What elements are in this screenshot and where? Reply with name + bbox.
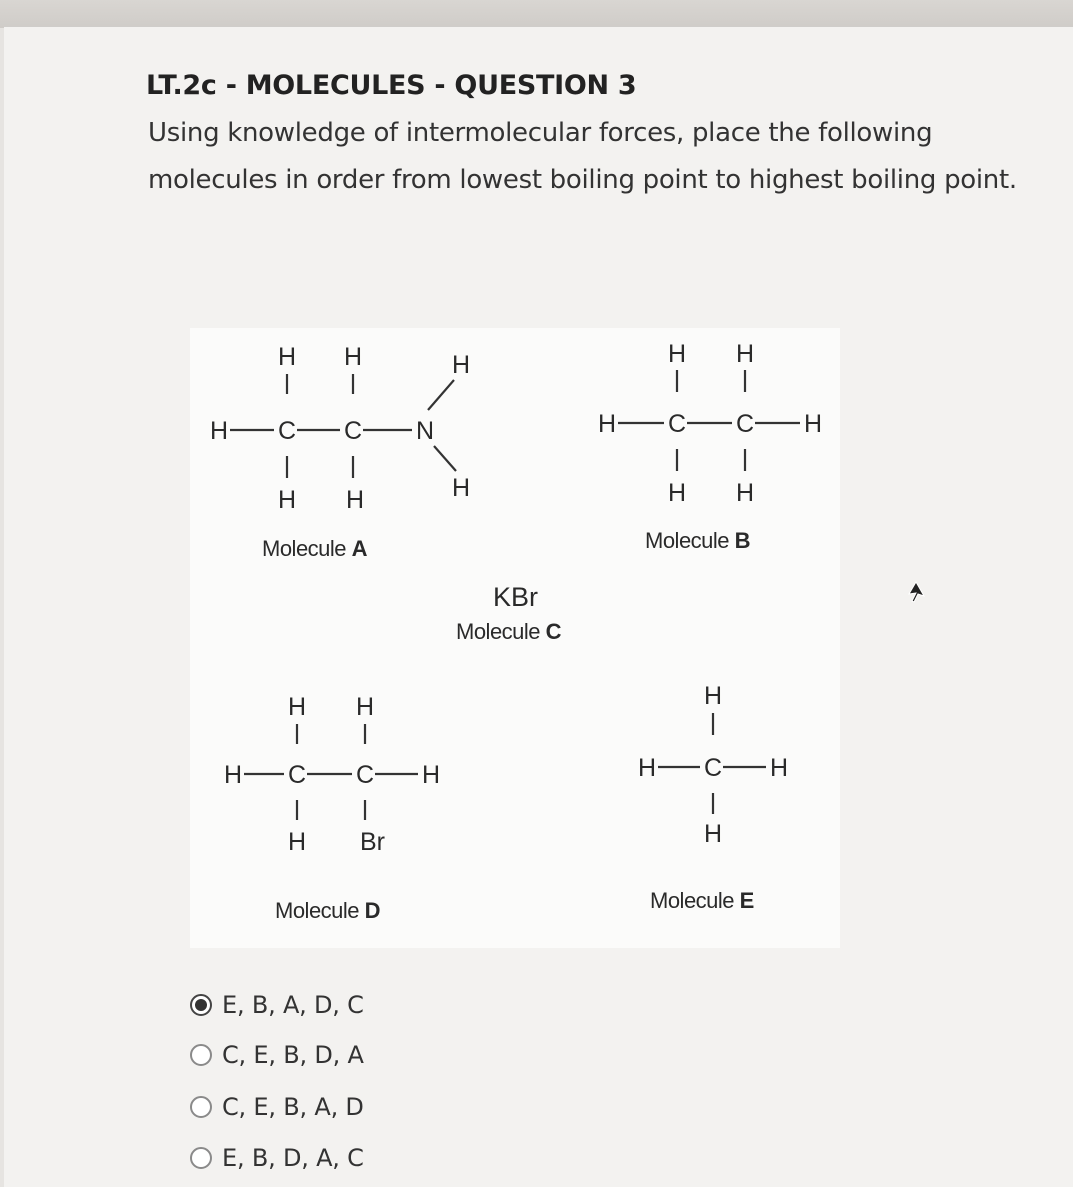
radio-unselected-icon[interactable] xyxy=(190,1147,212,1169)
radio-selected-icon[interactable] xyxy=(190,994,212,1016)
molecule-a-structure xyxy=(210,343,470,561)
mouse-pointer-icon xyxy=(906,580,928,606)
atom-h: H xyxy=(422,761,441,789)
atom-h: H xyxy=(736,340,755,368)
atom-h: H xyxy=(638,754,657,782)
question-heading: LT.2c - MOLECULES - QUESTION 3 xyxy=(146,70,637,101)
molecule-c-structure xyxy=(456,582,562,644)
browser-top-bar xyxy=(0,0,1073,28)
atom-h: H xyxy=(452,351,471,379)
molecule-c-label: Molecule C xyxy=(456,619,562,644)
molecule-b-label: Molecule B xyxy=(645,528,751,553)
molecule-d-structure xyxy=(224,693,440,923)
molecule-figure xyxy=(190,328,840,948)
atom-h: H xyxy=(804,410,823,438)
atom-h: H xyxy=(210,417,229,445)
atom-n: N xyxy=(416,417,435,445)
molecules-drawing xyxy=(190,328,840,948)
answer-option-1[interactable] xyxy=(190,985,450,1025)
atom-h: H xyxy=(224,761,243,789)
answer-option-text: C, E, B, D, A xyxy=(222,1041,364,1069)
answer-option-3[interactable] xyxy=(190,1087,450,1127)
atom-h: H xyxy=(770,754,789,782)
atom-h: H xyxy=(704,820,723,848)
atom-h: H xyxy=(288,828,307,856)
molecule-d-label: Molecule D xyxy=(275,898,381,923)
molecule-e-structure xyxy=(638,682,788,913)
atom-h: H xyxy=(278,343,297,371)
atom-h: H xyxy=(668,340,687,368)
answer-option-2[interactable] xyxy=(190,1035,450,1075)
atom-c: C xyxy=(668,410,687,438)
atom-h: H xyxy=(344,343,363,371)
molecule-a-label: Molecule A xyxy=(262,536,368,561)
molecule-c-formula: KBr xyxy=(493,582,539,612)
atom-c: C xyxy=(344,417,363,445)
atom-h: H xyxy=(452,474,471,502)
atom-h: H xyxy=(736,479,755,507)
answer-option-text: C, E, B, A, D xyxy=(222,1093,364,1121)
atom-c: C xyxy=(288,761,307,789)
question-prompt: Using knowledge of intermolecular forces, place the following molecules in order from lowest boiling point to highest boiling point. xyxy=(148,118,1017,195)
atom-c: C xyxy=(356,761,375,789)
answer-option-4[interactable] xyxy=(190,1138,450,1178)
atom-br: Br xyxy=(360,828,385,856)
atom-h: H xyxy=(668,479,687,507)
answer-option-text: E, B, D, A, C xyxy=(222,1144,364,1172)
radio-unselected-icon[interactable] xyxy=(190,1044,212,1066)
atom-c: C xyxy=(736,410,755,438)
radio-unselected-icon[interactable] xyxy=(190,1096,212,1118)
atom-c: C xyxy=(278,417,297,445)
molecule-e-label: Molecule E xyxy=(650,888,754,913)
atom-h: H xyxy=(288,693,307,721)
atom-h: H xyxy=(356,693,375,721)
atom-c: C xyxy=(704,754,723,782)
atom-h: H xyxy=(278,486,297,514)
atom-h: H xyxy=(346,486,365,514)
atom-h: H xyxy=(704,682,723,710)
molecule-b-structure xyxy=(598,340,822,553)
answer-option-text: E, B, A, D, C xyxy=(222,991,364,1019)
atom-h: H xyxy=(598,410,617,438)
